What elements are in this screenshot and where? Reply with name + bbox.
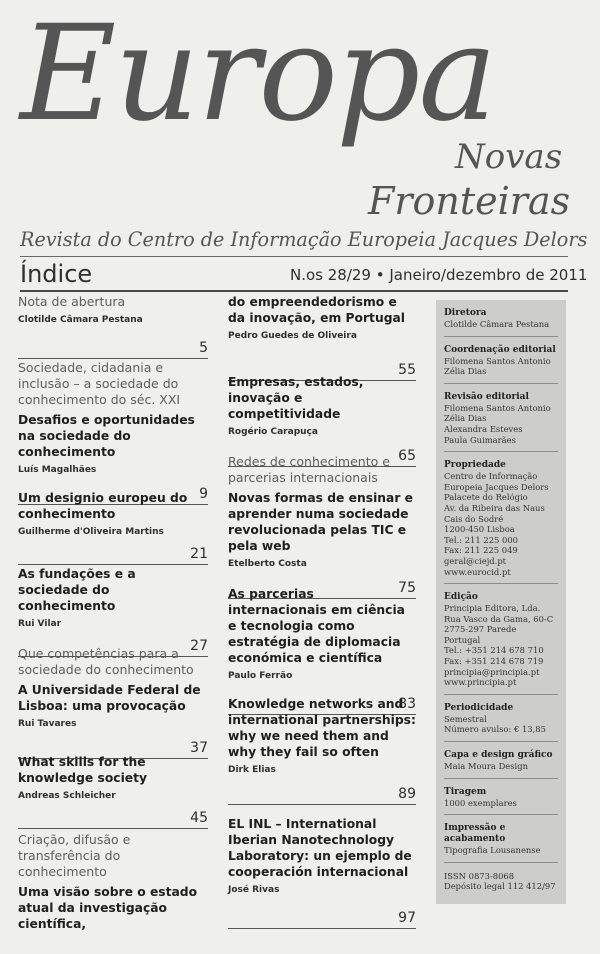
colophon-line: Maia Moura Design (444, 761, 528, 772)
toc-article-title[interactable]: do empreendedorismo e da inovação, em Portugal (228, 295, 406, 325)
divider (444, 814, 558, 815)
colophon-link[interactable]: principia@principia.pt (444, 666, 540, 677)
toc-author: Pedro Guedes de Oliveira (228, 331, 357, 341)
colophon-line: Zélia Dias (444, 366, 487, 377)
colophon-line: Clotilde Câmara Pestana (444, 319, 550, 329)
colophon-link[interactable]: geral@ciejd.pt (444, 555, 507, 566)
colophon-heading: Propriedade (444, 460, 506, 471)
colophon-block (444, 871, 558, 892)
toc-author: Paulo Ferrão (228, 671, 293, 681)
toc-author: Rogério Carapuça (228, 427, 318, 437)
divider (20, 290, 568, 292)
toc-section-heading: Redes de conhecimento e parcerias internacionais (228, 454, 390, 485)
logo-fronteiras: Fronteiras (368, 179, 571, 223)
toc-page-number[interactable]: 97 (228, 910, 416, 929)
divider (444, 694, 558, 695)
toc-entry[interactable] (228, 454, 416, 599)
colophon-line: Zélia Dias (444, 413, 487, 424)
toc-section-heading: Nota de abertura (18, 294, 126, 309)
colophon-heading: Impressão e acabamento (444, 823, 506, 845)
toc-article-title[interactable]: Knowledge networks and international partnerships: why we need them and why they fail so often (228, 697, 416, 759)
toc-entry[interactable] (228, 696, 416, 805)
toc-entry[interactable] (18, 490, 208, 565)
logo-europa: Europa (20, 0, 496, 151)
toc-entry[interactable] (18, 360, 208, 505)
toc-page-number[interactable]: 5 (18, 340, 208, 359)
toc-section-heading: Que competências para a sociedade do conhecimento (18, 646, 194, 677)
colophon-line: Alexandra Esteves (444, 423, 523, 434)
toc-article-title[interactable]: Desafios e oportunidades na sociedade do conhecimento (18, 413, 195, 459)
colophon-line: Fax: +351 214 678 719 (444, 656, 544, 667)
toc-entry[interactable] (18, 646, 208, 759)
toc-entry[interactable] (228, 816, 416, 929)
toc-article-title[interactable]: A Universidade Federal de Lisboa: uma provocação (18, 683, 201, 713)
toc-author: Andreas Schleicher (18, 791, 116, 801)
colophon-heading: Tiragem (444, 786, 487, 797)
toc-page-number[interactable]: 21 (18, 546, 208, 565)
colophon-line: Tipografia Lousanense (444, 845, 541, 856)
colophon-sidebar (436, 300, 566, 904)
colophon-line: Centro de Informação (444, 471, 538, 482)
toc-page-number[interactable]: 55 (228, 362, 416, 381)
colophon-line: Paula Guimarães (444, 434, 516, 445)
page-title: Índice (20, 260, 93, 288)
toc-page-number[interactable]: 75 (228, 580, 416, 599)
colophon-block (444, 592, 558, 695)
toc-author: Rui Tavares (18, 719, 77, 729)
colophon-line: Palacete do Relógio (444, 492, 528, 503)
divider (444, 583, 558, 584)
colophon-line: Tel.: 211 225 000 (444, 534, 518, 545)
colophon-block (444, 823, 558, 863)
toc-author: Guilherme d'Oliveira Martins (18, 527, 164, 537)
colophon-link[interactable]: www.principia.pt (444, 677, 517, 688)
colophon-heading: Diretora (444, 308, 487, 318)
colophon-block (444, 703, 558, 742)
colophon-line: 2775-297 Parede (444, 624, 517, 635)
colophon-heading: Revisão editorial (444, 391, 529, 402)
colophon-heading: Edição (444, 592, 478, 603)
toc-page-number[interactable]: 89 (228, 786, 416, 805)
toc-article-title[interactable]: Empresas, estados, inovação e competitividade (228, 375, 364, 421)
toc-entry[interactable] (18, 566, 208, 657)
toc-section-heading: Criação, difusão e transferência do conhecimento (18, 832, 131, 879)
colophon-link[interactable]: www.eurocid.pt (444, 566, 511, 577)
toc-article-title[interactable]: Um designio europeu do conhecimento (18, 491, 188, 521)
toc-page-number[interactable]: 83 (228, 696, 416, 715)
toc-article-title[interactable]: As fundações e a sociedade do conhecimento (18, 567, 136, 613)
toc-entry[interactable] (228, 294, 416, 381)
colophon-block (444, 787, 558, 816)
colophon-line: Cais do Sodré (444, 513, 504, 524)
colophon-line: Semestral (444, 713, 487, 724)
colophon-line: Filomena Santos Antonio (444, 402, 551, 413)
colophon-block (444, 392, 558, 452)
toc-entry[interactable] (18, 754, 208, 829)
divider (444, 862, 558, 863)
toc-author: Dirk Elias (228, 765, 276, 775)
toc-page-number[interactable]: 45 (18, 810, 208, 829)
colophon-line: Europeia Jacques Delors (444, 481, 549, 492)
divider (444, 451, 558, 452)
colophon-heading: Capa e design gráfico (444, 750, 553, 761)
journal-subtitle: Revista do Centro de Informação Europeia Jacques Delors (20, 228, 588, 251)
divider (20, 256, 568, 257)
toc-article-title[interactable]: EL INL – International Iberian Nanotechnology Laboratory: un ejemplo de cooperación internacional (228, 817, 412, 879)
colophon-block (444, 308, 558, 337)
toc-author: José Rivas (228, 885, 280, 895)
toc-page-number[interactable]: 9 (18, 486, 208, 505)
colophon-block (444, 460, 558, 584)
issue-info: N.os 28/29 • Janeiro/dezembro de 2011 (290, 266, 588, 284)
toc-author: Luís Magalhães (18, 465, 97, 475)
logo-novas: Novas (455, 137, 563, 177)
divider (444, 741, 558, 742)
toc-entry[interactable] (18, 832, 208, 932)
divider (444, 336, 558, 337)
colophon-line: Portugal (444, 634, 481, 645)
colophon-heading: Periodicidade (444, 702, 514, 713)
colophon-line: Principia Editora, Lda. (444, 603, 541, 614)
colophon-heading: Coordenação editorial (444, 344, 556, 355)
colophon-line: 1200-450 Lisboa (444, 524, 515, 535)
toc-article-title[interactable]: Novas formas de ensinar e aprender numa sociedade revolucionada pelas TIC e pela web (228, 491, 414, 553)
colophon-line: Av. da Ribeira das Naus (444, 502, 545, 513)
colophon-block (444, 750, 558, 779)
colophon-block (444, 345, 558, 384)
toc-article-title[interactable]: As parcerias internacionais em ciência e tecnologia como estratégia de diplomacia económica e científica (228, 587, 405, 665)
toc-page-number[interactable]: 37 (18, 740, 208, 759)
divider (444, 383, 558, 384)
divider (444, 778, 558, 779)
toc-section-heading: Sociedade, cidadania e inclusão – a sociedade do conhecimento do séc. XXI (18, 360, 181, 407)
colophon-line: ISSN 0873-8068 (444, 870, 515, 881)
toc-author: Etelberto Costa (228, 559, 307, 569)
toc-article-title[interactable]: What skills for the knowledge society (18, 755, 148, 785)
toc-article-title[interactable]: Uma visão sobre o estado atual da investigação científica, (18, 885, 198, 931)
toc-entry[interactable] (18, 294, 208, 359)
toc-author: Rui Vilar (18, 619, 62, 629)
colophon-line: 1000 exemplares (444, 797, 517, 808)
colophon-line: Depósito legal 112 412/97 (444, 881, 556, 892)
colophon-line: Rua Vasco da Gama, 60-C (444, 613, 554, 624)
colophon-line: Fax: 211 225 049 (444, 545, 518, 556)
toc-page-number[interactable]: 27 (18, 638, 208, 657)
colophon-line: Tel.: +351 214 678 710 (444, 645, 544, 656)
colophon-line: Filomena Santos Antonio (444, 355, 551, 366)
colophon-line: Número avulso: € 13,85 (444, 724, 546, 735)
toc-author: Clotilde Câmara Pestana (18, 315, 143, 325)
toc-page-number[interactable]: 65 (228, 448, 416, 467)
